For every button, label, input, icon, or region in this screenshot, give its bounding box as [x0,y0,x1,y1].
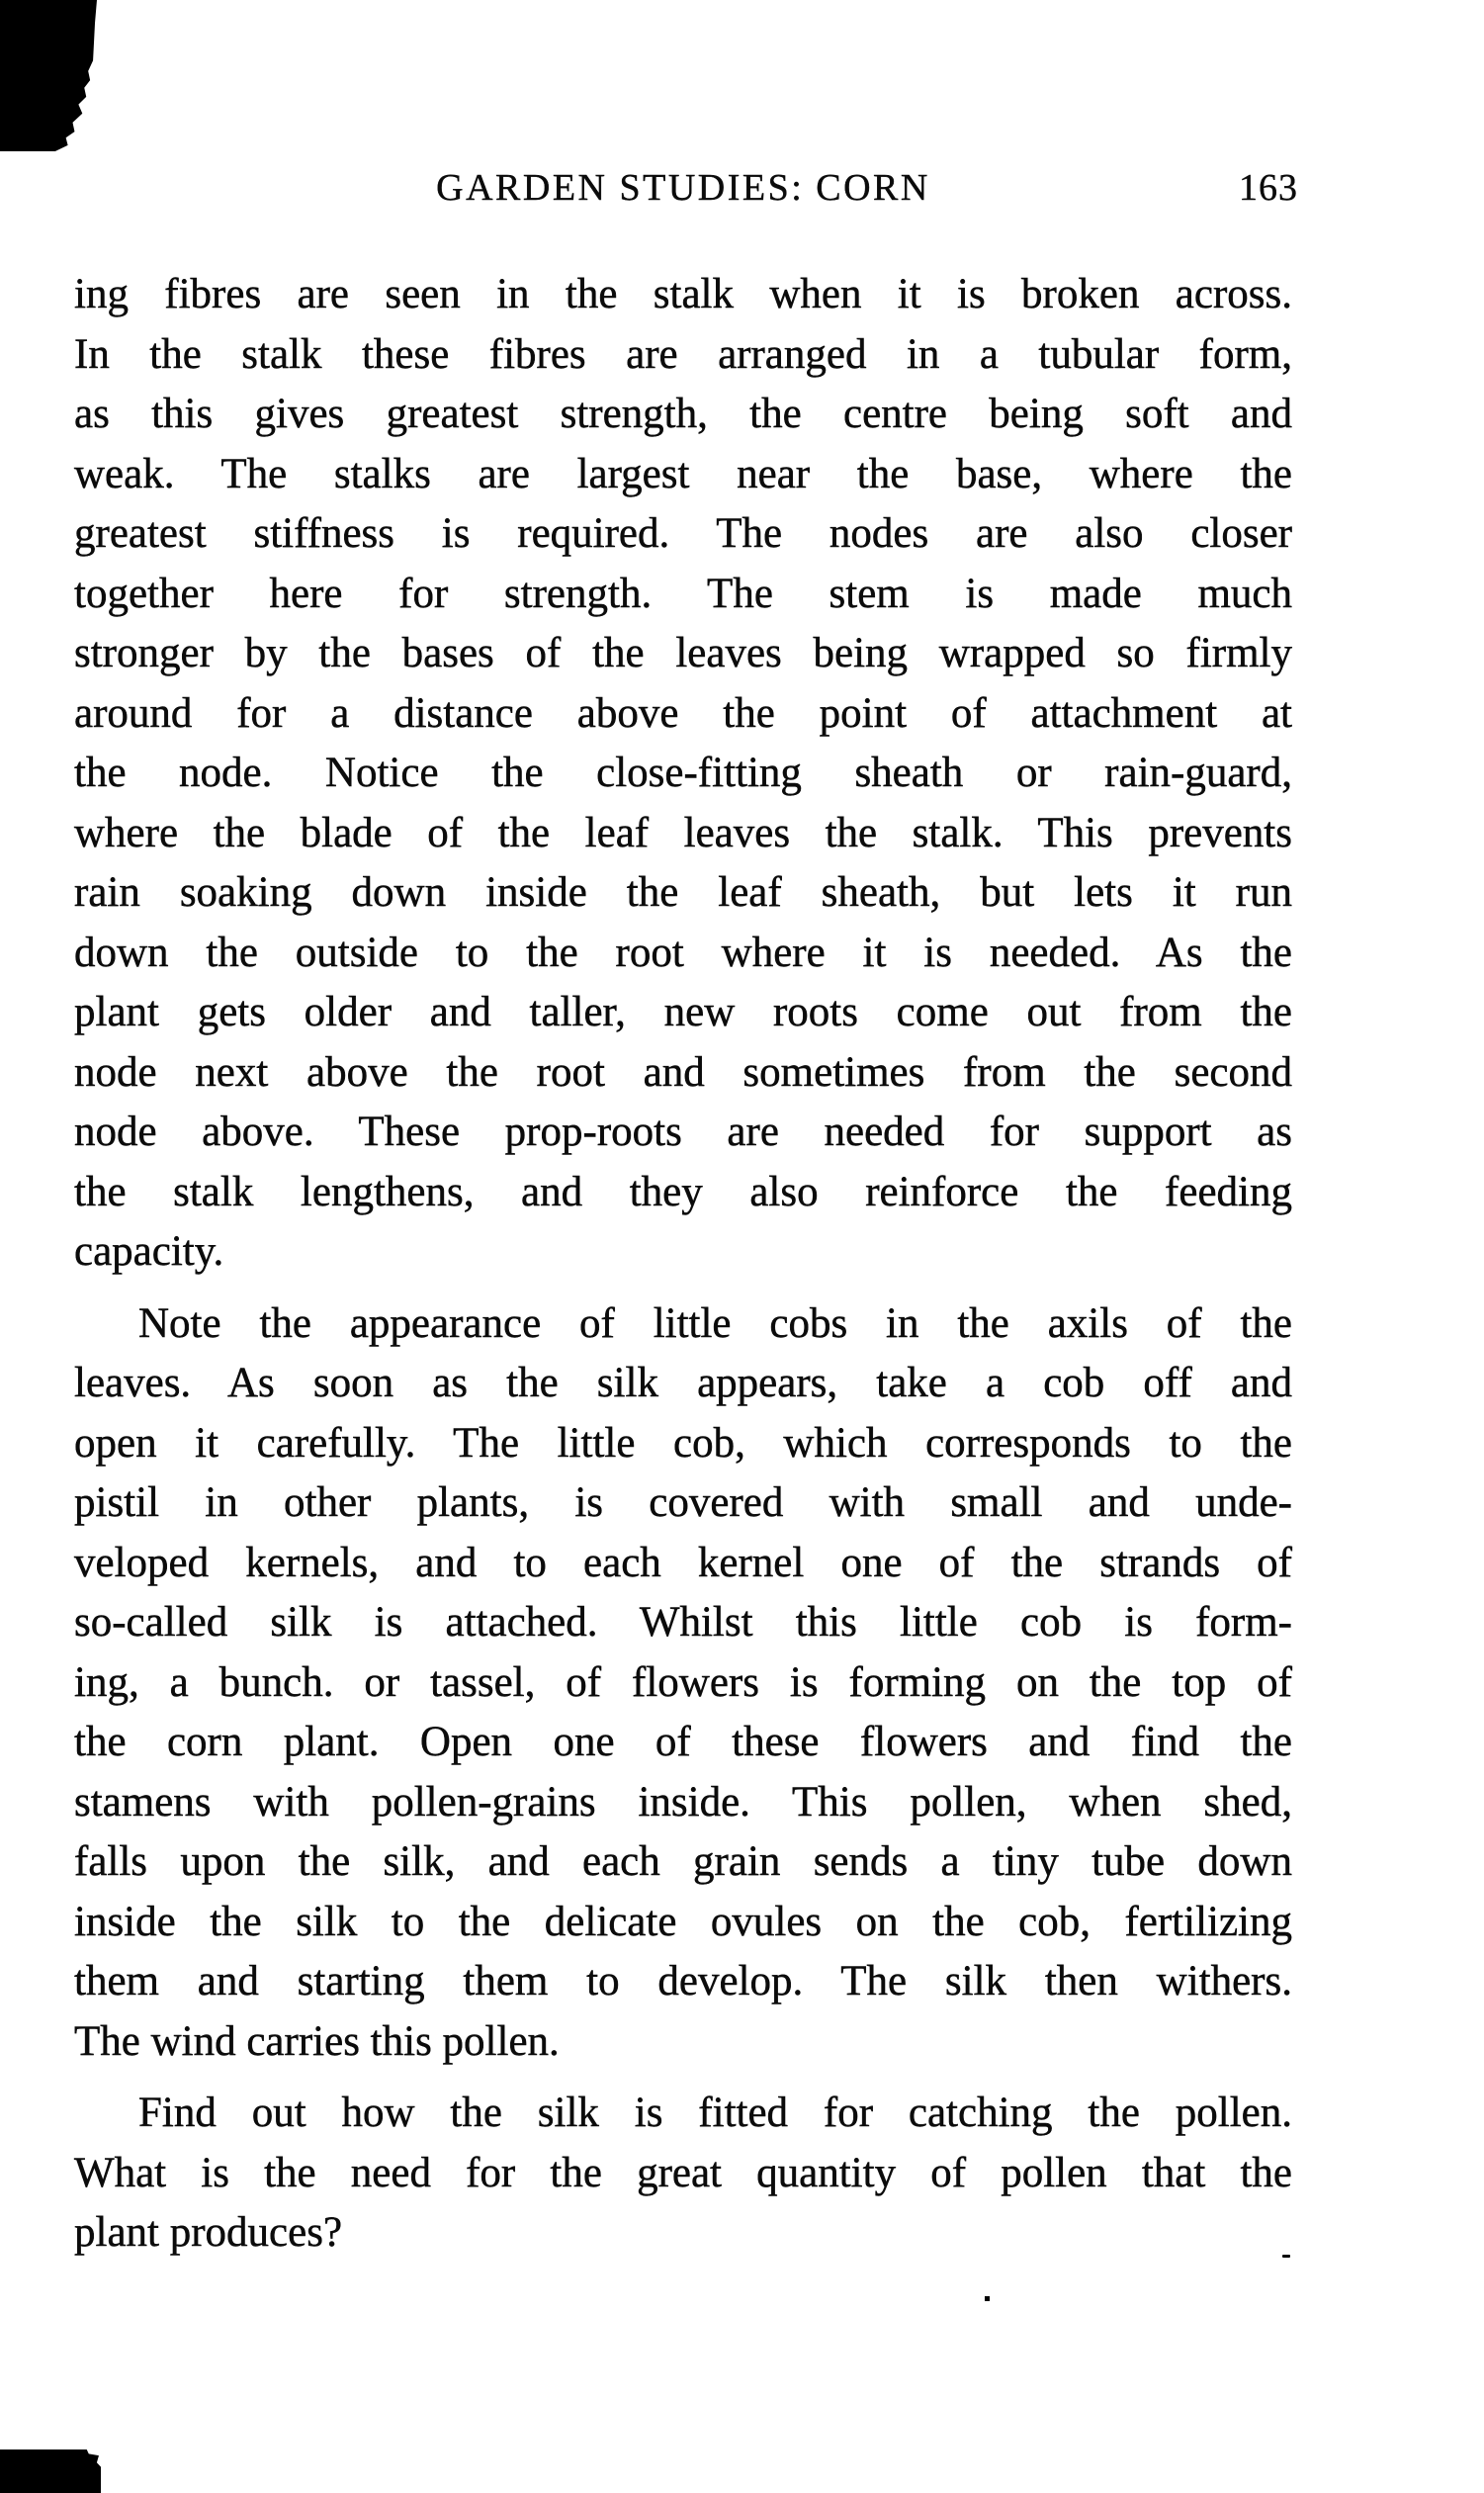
text-line: What is the need for the great quantity of pollen that the [74,2149,1292,2196]
text-line: Note the appearance of little cobs in the axils of the [138,1299,1292,1347]
text-line: so-called silk is attached. Whilst this little cob is form- [74,1599,1292,1646]
scan-speck-dash [1282,2255,1290,2258]
text-line: The wind carries this pollen. [74,2017,560,2065]
text-line: greatest stiffness is required. The nodes are also closer [74,510,1292,557]
text-line: open it carefully. The little cob, which corresponds to the [74,1419,1292,1467]
page-header [74,166,1298,210]
text-line: falls upon the silk, and each grain sends a tiny tube down [74,1838,1292,1885]
text-line: node next above the root and sometimes from the second [74,1048,1292,1096]
text-line: as this gives greatest strength, the centre being soft and [74,391,1292,437]
text-line: pistil in other plants, is covered with small and unde- [74,1479,1292,1526]
text-line: the corn plant. Open one of these flowers and find the [74,1719,1292,1765]
text-line: the stalk lengthens, and they also reinforce the feeding [74,1168,1292,1215]
text-line: plant produces? [74,2209,343,2256]
text-body [74,265,1292,2264]
scan-artifact-top-left [0,0,97,151]
text-line: plant gets older and taller, new roots come out from the [74,989,1292,1035]
paragraph [74,265,1292,1283]
text-line: ing fibres are seen in the stalk when it is broken across. [74,271,1292,317]
running-title: GARDEN STUDIES: CORN [436,167,930,209]
text-line: down the outside to the root where it is needed. As the [74,929,1292,976]
page-number: 163 [1239,167,1298,209]
text-line: around for a distance above the point of attachment at [74,689,1292,737]
text-line: In the stalk these fibres are arranged in a tubular form, [74,330,1292,378]
text-line: stamens with pollen-grains inside. This pollen, when shed, [74,1778,1292,1825]
text-line: ing, a bunch. or tassel, of flowers is forming on the top of [74,1658,1292,1706]
text-line: leaves. As soon as the silk appears, take a cob off and [74,1360,1292,1406]
scan-speck-dot [985,2296,990,2301]
text-line: weak. The stalks are largest near the base, where the [74,450,1292,497]
paragraph [74,1294,1292,2073]
paragraph [74,2084,1292,2264]
text-line: rain soaking down inside the leaf sheath, but lets it run [74,869,1292,916]
text-line: where the blade of the leaf leaves the stalk. This prevents [74,809,1292,856]
text-line: node above. These prop-roots are needed for support as [74,1109,1292,1155]
text-line: them and starting them to develop. The silk then withers. [74,1958,1292,2004]
text-line: capacity. [74,1228,224,1275]
text-line: the node. Notice the close-fitting sheath or rain-guard, [74,750,1292,796]
text-line: stronger by the bases of the leaves being wrapped so firmly [74,630,1292,676]
scan-artifact-bottom-left [0,2449,101,2493]
text-line: inside the silk to the delicate ovules on the cob, fertilizing [74,1898,1292,1945]
text-line: veloped kernels, and to each kernel one of the strands of [74,1539,1292,1586]
text-line: together here for strength. The stem is made much [74,570,1292,617]
text-line: Find out how the silk is fitted for catching the pollen. [138,2090,1292,2136]
